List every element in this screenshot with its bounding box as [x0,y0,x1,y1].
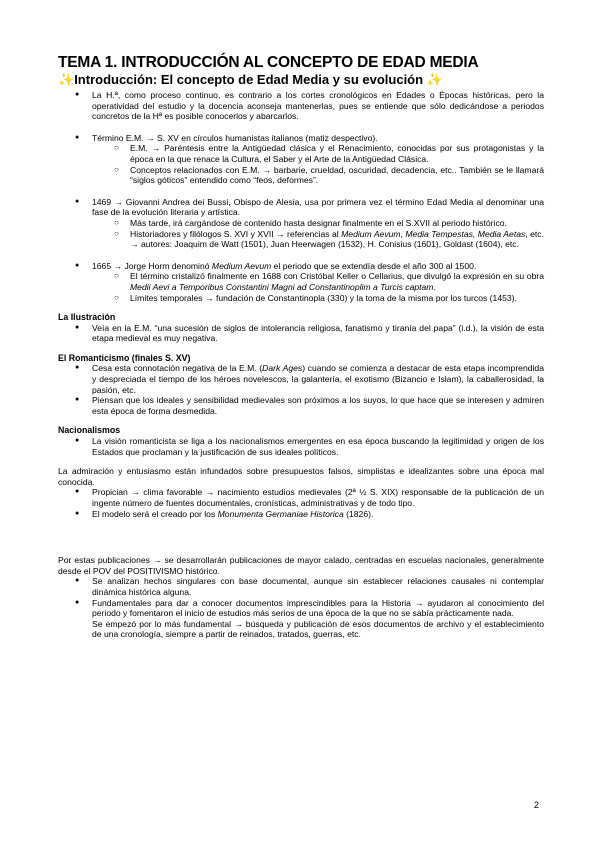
intro-list [58,261,544,303]
list-item: ● La visión romanticista se liga a los nacionalismos emergentes en esa época buscando la legitimidad y origen de los Estados que proclaman y la justificación de sus ideales políticos. [58,436,544,457]
list-item: ● 1469 → Giovanni Andrea dei Bussi, Obispo de Alesia, usa por primera vez el término Edad Media al denominar una fase de la evolución literaria y artística. ○ Más tarde, irá cargándose de contenido hasta designar finalmente en el S.XVII al periodo histórico. ○ Historiadores y filólogos S. XVI y XVII → referencias al Medium Aevum, Media Tempestas, Media Aetas, etc. → autores: Joaquim de Watt (1501), Juan Heerwagen (1532), H. Conisius (1601), Goldast (1604), etc. [58,197,544,250]
list-item: ● Propician → clima favorable → nacimiento estudios medievales (2ª ½ S. XIX) responsable de la publicación de un ingente número de fuentes documentales, cronísticas, administrativas y de todo tipo. [58,487,544,508]
sub-list-item: ○ E.M. → Paréntesis entre la Antigüedad clásica y el Renacimiento, conocidas por sus protagonistas y la época en la que renace la Cultura, el Saber y el Arte de la Antigüedad Clásica. [58,143,544,164]
sub-list-item: ○ El término cristalizó finalmente en 1688 con Cristóbal Keller o Cellarius, que divulgó la expresión en su obra Medii Aevi a Temporibus Constantini Magni ad Constantinoplim a Turcis captam. [58,271,544,292]
sub-list [92,271,544,303]
sub-list-item: ○ Conceptos relacionados con E.M. → barbarie, crueldad, oscuridad, decadencia, etc.. También se le llamará “siglos góticos” entendido como “feos, deformes”. [58,165,544,186]
paragraph: Por estas publicaciones → se desarrollarán publicaciones de mayor calado, centradas en escuelas nacionales, generalmente desde el POV del POSITIVISMO histórico. [58,555,544,576]
section-heading-romanticismo: El Romanticismo (finales S. XV) [58,352,191,363]
main-content [58,90,544,640]
section-heading-nacionalismos: Nacionalismos [58,425,121,436]
list-item: ● La H.ª, como proceso continuo, es contrario a los cortes cronológicos en Edades o Épocas históricas, pero la operatividad del estudio y la docencia aconseja mantenerlas, pues se entiende que sólo dedicándose a periodos concretos de la Hª es posible conocerlos y abarcarlos. [58,90,544,122]
positivismo-list [58,576,544,640]
list-item: ● Veía en la E.M. “una sucesión de siglos de intolerancia religiosa, fanatismo y tiranía del papa” (i.d.), la visión de esta etapa medieval es muy negativa. [58,323,544,344]
nacionalismos-list-2 [58,487,544,519]
ilustracion-list [58,323,544,344]
list-item: ● Piensan que los ideales y sensibilidad medievales son próximos a los suyos, lo que hace que se interesen y admiren esta época de forma desmedida. [58,395,544,416]
sparkle-icon: ✨ [58,72,75,87]
list-item: ● Fundamentales para dar a conocer documentos imprescindibles para la Historia → ayudaron al conocimiento del periodo y fomentaron el inicio de estudios más serios de una época de la que no se sabía prácticamente nada. Se empezó por lo más fundamental → búsqueda y publicación de esos documentos de archivo y el establecimiento de una cronología, siempre a partir de reinados, tratados, guerras, etc. [58,598,544,640]
intro-list [58,197,544,250]
sub-list-item: ○ Límites temporales → fundación de Constantinopla (330) y la toma de la misma por los turcos (1453). [58,293,544,304]
intro-list [58,133,544,186]
page-number: 2 [534,800,540,810]
list-item: ● Término E.M. → S. XV en círculos humanistas italianos (matiz despectivo). ○ E.M. → Paréntesis entre la Antigüedad clásica y el Renacimiento, conocidas por sus protagonistas y la época en la que renace la Cultura, el Saber y el Arte de la Antigüedad Clásica. ○ Conceptos relacionados con E.M. → barbarie, crueldad, oscuridad, decadencia, etc.. También se le llamará “siglos góticos” entendido como “feos, deformes”. [58,133,544,186]
romanticismo-list [58,363,544,416]
section-heading-ilustracion: La Ilustración [58,312,116,323]
subtitle-text: Introducción: El concepto de Edad Media y su evolución [74,72,424,87]
section-subtitle [58,72,443,88]
nacionalismos-list [58,436,544,457]
list-item: ● El modelo será el creado por los Monumenta Germaniae Historica (1826). [58,509,544,520]
sub-list-item: ○ Historiadores y filólogos S. XVI y XVII → referencias al Medium Aevum, Media Tempestas, Media Aetas, etc. → autores: Joaquim de Watt (1501), Juan Heerwagen (1532), H. Conisius (1601), Goldast (1604), etc. [58,229,544,250]
sparkle-icon: ✨ [426,72,443,87]
list-item: ● 1665 → Jorge Horm denominó Medium Aevum el periodo que se extendía desde el año 300 al 1500. ○ El término cristalizó finalmente en 1688 con Cristóbal Keller o Cellarius, que divulgó la expresión en su obra Medii Aevi a Temporibus Constantini Magni ad Constantinoplim a Turcis captam. ○ Límites temporales → fundación de Constantinopla (330) y la toma de la misma por los turcos (1453). [58,261,544,303]
paragraph: La admiración y entusiasmo están infundados sobre presupuestos falsos, simplistas e idealizantes sobre una época mal conocida. [58,466,544,487]
sub-list [92,218,544,250]
page-title: TEMA 1. INTRODUCCIÓN AL CONCEPTO DE EDAD MEDIA [58,54,479,71]
sub-list-item: ○ Más tarde, irá cargándose de contenido hasta designar finalmente en el S.XVII al periodo histórico. [58,218,544,229]
sub-list [92,143,544,185]
list-item: ● Cesa esta connotación negativa de la E.M. (Dark Ages) cuando se comienza a destacar de esta etapa incomprendida y despreciada el tiempo de los héroes novelescos, la galantería, el exotismo (Bizancio e Islam), la caballerosidad, la pasión, etc. [58,363,544,395]
intro-list [58,90,544,122]
list-item: ● Se analizan hechos singulares con base documental, aunque sin establecer relaciones causales ni contemplar dinámica histórica alguna. [58,576,544,597]
